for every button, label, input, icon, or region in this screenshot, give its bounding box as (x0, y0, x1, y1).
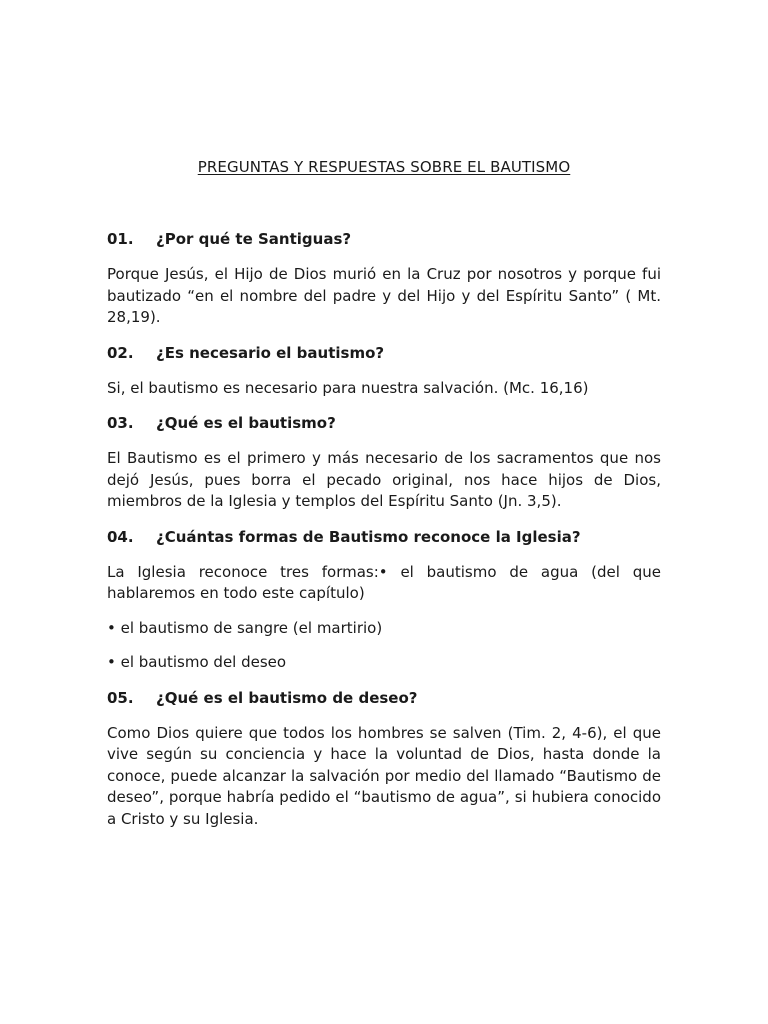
question-heading-02 (107, 342, 661, 364)
answer-paragraph-02: Si, el bautismo es necesario para nuestra salvación. (Mc. 16,16) (107, 378, 589, 397)
question-number: 03. (107, 414, 134, 432)
answer-paragraph-04: La Iglesia reconoce tres formas:• el bautismo de agua (del que hablaremos en todo este capítulo) (107, 562, 661, 602)
answer-paragraph-05: Como Dios quiere que todos los hombres se salven (Tim. 2, 4-6), el que vive según su conciencia y hace la voluntad de Dios, hasta donde la conoce, puede alcanzar la salvación por medio del llamado “Bautismo de deseo”, porque habría pedido el “bautismo de agua”, si hubiera conocido a Cristo y su Iglesia. (107, 723, 661, 828)
question-text: ¿Qué es el bautismo de deseo? (156, 688, 418, 707)
answer-paragraph-03: El Bautismo es el primero y más necesario de los sacramentos que nos dejó Jesús, pues borra el pecado original, nos hace hijos de Dios, miembros de la Iglesia y templos del Espíritu Santo (Jn. 3,5). (107, 449, 661, 510)
question-heading-05 (107, 687, 661, 709)
question-number: 02. (107, 343, 134, 362)
question-heading-04 (107, 526, 661, 548)
bullet-item: • el bautismo del deseo (107, 653, 287, 671)
question-text: ¿Por qué te Santiguas? (156, 230, 352, 248)
question-number: 05. (107, 688, 134, 707)
question-text: ¿Cuántas formas de Bautismo reconoce la Iglesia? (156, 527, 581, 546)
document-title: PREGUNTAS Y RESPUESTAS SOBRE EL BAUTISMO (197, 158, 571, 176)
answer-paragraph-01: Porque Jesús, el Hijo de Dios murió en la Cruz por nosotros y porque fui bautizado “en el nombre del padre y del Hijo y del Espíritu Santo” ( Mt. 28,19). (107, 265, 661, 326)
document-body (107, 228, 661, 843)
question-text: ¿Qué es el bautismo? (156, 414, 336, 432)
bullet-item: • el bautismo de sangre (el martirio) (107, 618, 383, 637)
question-heading-01 (107, 228, 661, 250)
question-number: 01. (107, 230, 134, 248)
question-text: ¿Es necesario el bautismo? (156, 343, 385, 362)
question-number: 04. (107, 527, 134, 546)
question-heading-03 (107, 412, 661, 434)
